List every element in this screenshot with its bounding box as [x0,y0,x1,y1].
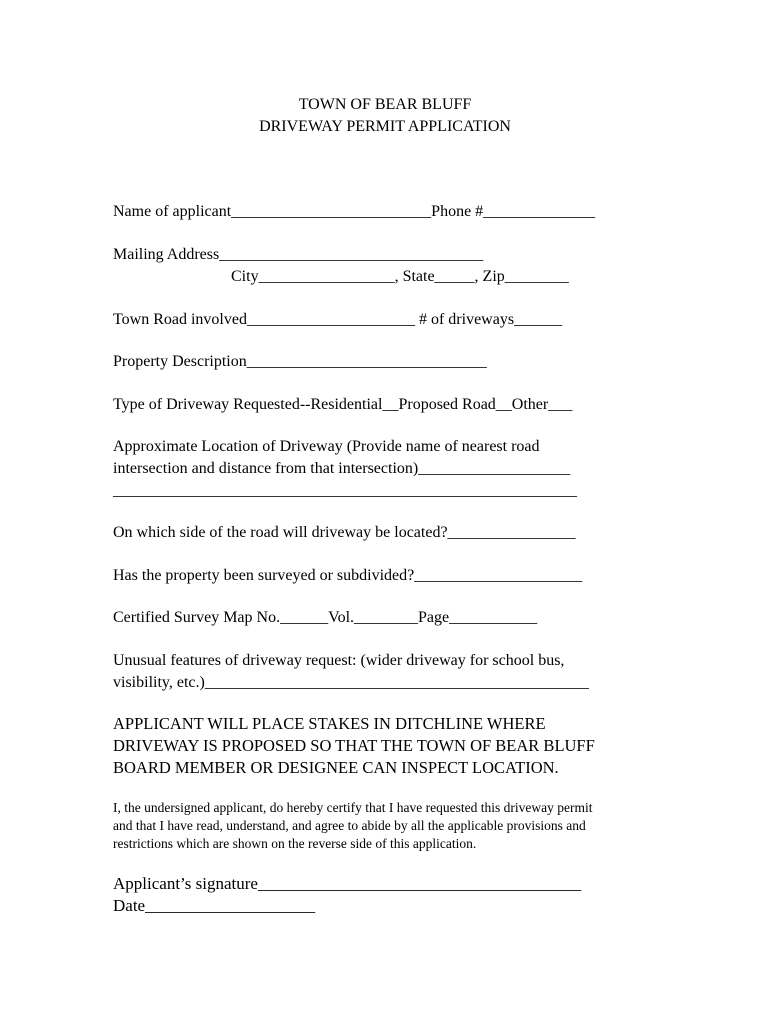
unusual-features-field[interactable]: visibility, etc.)________________________________________________ [113,674,589,691]
mailing-address-field[interactable]: Mailing Address_________________________________ [113,246,484,263]
certification-line-1: I, the undersigned applicant, do hereby certify that I have requested this driveway permit [113,800,593,815]
survey-map-field[interactable]: Certified Survey Map No.______Vol.________Page___________ [113,609,538,626]
certification-line-2: and that I have read, understand, and agree to abide by all the applicable provisions and [113,818,586,833]
location-label: Approximate Location of Driveway (Provide name of nearest road [113,438,540,455]
applicant-signature-field[interactable]: Applicant’s signature______________________________________ [113,874,581,893]
surveyed-field[interactable]: Has the property been surveyed or subdivided?_____________________ [113,567,583,584]
form-title: TOWN OF BEAR BLUFF [298,96,472,113]
town-road-driveways-field[interactable]: Town Road involved_____________________ # of driveways______ [113,311,563,328]
location-field[interactable]: intersection and distance from that intersection)___________________ [113,460,571,477]
certification-line-3: restrictions which are shown on the reverse side of this application. [113,836,477,851]
stakes-notice-line-2: DRIVEWAY IS PROPOSED SO THAT THE TOWN OF BEAR BLUFF [113,736,595,755]
stakes-notice-line-1: APPLICANT WILL PLACE STAKES IN DITCHLINE WHERE [113,714,546,733]
driveway-type-field[interactable]: Type of Driveway Requested--Residential__Proposed Road__Other___ [113,396,573,413]
form-subtitle: DRIVEWAY PERMIT APPLICATION [259,118,511,135]
location-field-continued[interactable]: __________________________________________________________ [113,482,577,499]
road-side-field[interactable]: On which side of the road will driveway be located?________________ [113,524,576,541]
unusual-features-label: Unusual features of driveway request: (wider driveway for school bus, [113,652,565,669]
city-state-zip-field[interactable]: City_________________, State_____, Zip________ [231,268,569,285]
applicant-name-phone-field[interactable]: Name of applicant_________________________Phone #______________ [113,203,596,220]
stakes-notice-line-3: BOARD MEMBER OR DESIGNEE CAN INSPECT LOCATION. [113,758,559,777]
date-field[interactable]: Date____________________ [113,896,316,915]
property-description-field[interactable]: Property Description______________________________ [113,353,487,370]
